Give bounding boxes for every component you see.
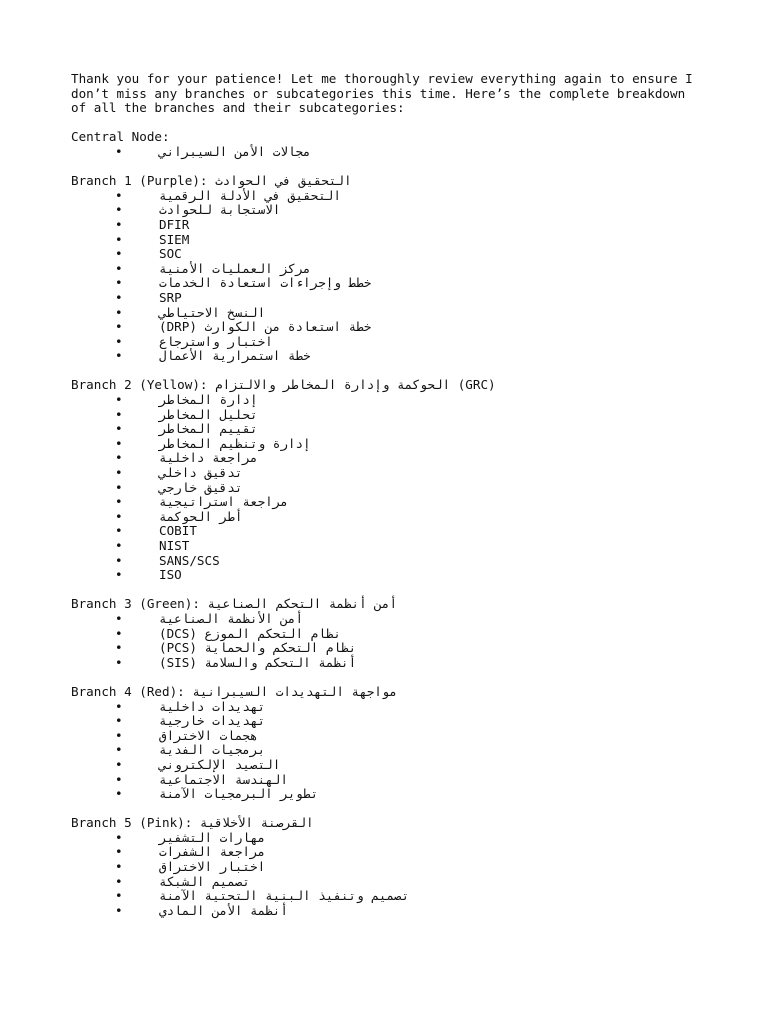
- list-item-text: اختبار واسترجاع: [159, 333, 273, 349]
- list-item-text: SRP: [159, 289, 182, 305]
- list-item: [71, 612, 731, 627]
- bullet-icon: •: [115, 406, 123, 422]
- bullet-icon: •: [115, 289, 123, 305]
- intro-line: Thank you for your patience! Let me thoroughly review everything again to ensure I: [71, 71, 693, 86]
- list-item-text: نظام التحكم والحماية (PCS): [159, 640, 357, 656]
- branch-item-list: [71, 189, 731, 364]
- bullet-icon: •: [115, 552, 123, 568]
- list-item: [71, 656, 731, 671]
- list-item: [71, 758, 731, 773]
- list-item-text: COBIT: [159, 523, 197, 539]
- bullet-icon: •: [115, 844, 123, 860]
- list-item: [71, 889, 731, 904]
- bullet-icon: •: [115, 479, 123, 495]
- list-item-text: التصيد الإلكتروني: [159, 756, 281, 772]
- list-item-text: خطط وإجراءات استعادة الخدمات: [159, 275, 372, 291]
- bullet-icon: •: [115, 202, 123, 218]
- list-item: [71, 641, 731, 656]
- bullet-icon: •: [115, 698, 123, 714]
- central-node-label: Central Node:: [71, 129, 170, 145]
- list-item: [71, 306, 731, 321]
- list-item-text: إدارة وتنظيم المخاطر: [159, 435, 311, 451]
- list-item: [71, 904, 731, 919]
- bullet-icon: •: [115, 888, 123, 904]
- list-item-text: مراجعة داخلية: [159, 450, 258, 466]
- list-item: [71, 860, 731, 875]
- list-item-text: هجمات الاختراق: [159, 727, 258, 743]
- bullet-icon: •: [115, 742, 123, 758]
- bullet-icon: •: [115, 304, 123, 320]
- branch-heading: Branch 1 (Purple): التحقيق في الحوادث: [71, 173, 352, 189]
- list-item: [71, 495, 731, 510]
- list-item: [71, 247, 731, 262]
- list-item: [71, 787, 731, 802]
- branch-heading: Branch 3 (Green): أمن أنظمة التحكم الصناعية: [71, 596, 398, 612]
- bullet-icon: •: [115, 392, 123, 408]
- list-item: [71, 700, 731, 715]
- list-item-text: الاستجابة للحوادث: [159, 202, 281, 218]
- list-item: [71, 262, 731, 277]
- list-item: [71, 276, 731, 291]
- list-item-text: تقييم المخاطر: [159, 421, 258, 437]
- intro-paragraph: [71, 72, 731, 116]
- bullet-icon: •: [115, 435, 123, 451]
- intro-line: don’t miss any branches or subcategories this time. Here’s the complete breakdown: [71, 85, 686, 101]
- spacer: [71, 670, 731, 685]
- list-item: [71, 320, 731, 335]
- list-item: [71, 831, 731, 846]
- list-item: [71, 349, 731, 364]
- document-page: [71, 72, 731, 918]
- list-item-text: مجالات الأمن السيبراني: [159, 143, 311, 159]
- list-item-text: تدقيق داخلي: [159, 465, 243, 481]
- branches-container: [71, 160, 731, 919]
- list-item-text: إدارة المخاطر: [159, 392, 258, 408]
- bullet-icon: •: [115, 756, 123, 772]
- list-item: [71, 203, 731, 218]
- bullet-icon: •: [115, 902, 123, 918]
- list-item-text: تهديدات خارجية: [159, 713, 266, 729]
- branch-heading: Branch 2 (Yellow): الحوكمة وإدارة المخاطر والالتزام (GRC): [71, 377, 496, 393]
- list-item-text: أمن الأنظمة الصناعية: [159, 610, 304, 626]
- list-item: [71, 510, 731, 525]
- spacer: [71, 802, 731, 817]
- branch-item-list: [71, 393, 731, 583]
- bullet-icon: •: [115, 771, 123, 787]
- list-item-text: خطة استمرارية الأعمال: [159, 348, 311, 364]
- list-item: [71, 422, 731, 437]
- list-item: [71, 845, 731, 860]
- bullet-icon: •: [115, 260, 123, 276]
- list-item: [71, 291, 731, 306]
- list-item-text: SANS/SCS: [159, 552, 220, 568]
- list-item-text: SIEM: [159, 231, 190, 247]
- bullet-icon: •: [115, 348, 123, 364]
- list-item: [71, 875, 731, 890]
- branch-section: [71, 174, 731, 364]
- spacer: [71, 160, 731, 175]
- bullet-icon: •: [115, 231, 123, 247]
- bullet-icon: •: [115, 333, 123, 349]
- bullet-icon: •: [115, 625, 123, 641]
- list-item: [71, 481, 731, 496]
- list-item: [71, 539, 731, 554]
- bullet-icon: •: [115, 319, 123, 335]
- list-item: [71, 773, 731, 788]
- bullet-icon: •: [115, 567, 123, 583]
- intro-line: of all the branches and their subcategories:: [71, 100, 405, 116]
- bullet-icon: •: [115, 610, 123, 626]
- bullet-icon: •: [115, 246, 123, 262]
- list-item: [71, 189, 731, 204]
- list-item-text: أنظمة التحكم والسلامة (SIS): [159, 654, 357, 670]
- list-item-text: تهديدات داخلية: [159, 698, 266, 714]
- bullet-icon: •: [115, 421, 123, 437]
- bullet-icon: •: [115, 143, 123, 159]
- list-item-text: برمجيات الفدية: [159, 742, 266, 758]
- branch-heading: Branch 4 (Red): مواجهة التهديدات السيبرانية: [71, 683, 398, 699]
- list-item: [71, 466, 731, 481]
- central-node-list: [71, 145, 731, 160]
- list-item-text: اختبار الاختراق: [159, 859, 266, 875]
- list-item: [71, 218, 731, 233]
- bullet-icon: •: [115, 450, 123, 466]
- spacer: [71, 116, 731, 131]
- list-item: [71, 743, 731, 758]
- list-item: [71, 233, 731, 248]
- bullet-icon: •: [115, 829, 123, 845]
- bullet-icon: •: [115, 640, 123, 656]
- list-item-text: الهندسة الاجتماعية: [159, 771, 288, 787]
- branch-section: [71, 597, 731, 670]
- branch-heading: Branch 5 (Pink): القرصنة الأخلاقية: [71, 815, 314, 831]
- branch-item-list: [71, 700, 731, 802]
- list-item-text: مراجعة استراتيجية: [159, 494, 288, 510]
- branch-section: [71, 816, 731, 918]
- bullet-icon: •: [115, 538, 123, 553]
- bullet-icon: •: [115, 494, 123, 510]
- list-item-text: NIST: [159, 538, 190, 553]
- list-item-text: تدقيق خارجي: [159, 479, 243, 495]
- list-item-text: تصميم وتنفيذ البنية التحتية الآمنة: [159, 888, 410, 904]
- list-item: [71, 335, 731, 350]
- list-item: [71, 393, 731, 408]
- list-item-text: خطة استعادة من الكوارث (DRP): [159, 319, 372, 335]
- list-item: [71, 145, 731, 160]
- list-item: [71, 437, 731, 452]
- list-item-text: تطوير البرمجيات الآمنة: [159, 786, 319, 802]
- spacer: [71, 364, 731, 379]
- bullet-icon: •: [115, 873, 123, 889]
- bullet-icon: •: [115, 727, 123, 743]
- list-item: [71, 714, 731, 729]
- list-item-text: أطر الحوكمة: [159, 508, 243, 524]
- list-item-text: مراجعة الشفرات: [159, 844, 266, 860]
- list-item-text: أنظمة الأمن المادي: [159, 902, 288, 918]
- bullet-icon: •: [115, 859, 123, 875]
- bullet-icon: •: [115, 187, 123, 203]
- list-item: [71, 568, 731, 583]
- list-item: [71, 408, 731, 423]
- branch-section: [71, 378, 731, 582]
- list-item-text: تحليل المخاطر: [159, 406, 258, 422]
- branch-item-list: [71, 831, 731, 919]
- list-item-text: DFIR: [159, 216, 190, 232]
- bullet-icon: •: [115, 654, 123, 670]
- bullet-icon: •: [115, 508, 123, 524]
- list-item-text: نظام التحكم الموزع (DCS): [159, 625, 341, 641]
- list-item-text: تصميم الشبكة: [159, 873, 250, 889]
- list-item: [71, 554, 731, 569]
- list-item-text: التحقيق في الأدلة الرقمية: [159, 187, 341, 203]
- list-item-text: النسخ الاحتياطي: [159, 304, 266, 320]
- bullet-icon: •: [115, 713, 123, 729]
- bullet-icon: •: [115, 216, 123, 232]
- list-item-text: مركز العمليات الأمنية: [159, 260, 311, 276]
- list-item-text: ISO: [159, 567, 182, 583]
- list-item: [71, 524, 731, 539]
- bullet-icon: •: [115, 465, 123, 481]
- branch-section: [71, 685, 731, 802]
- list-item-text: SOC: [159, 246, 182, 262]
- list-item: [71, 729, 731, 744]
- branch-item-list: [71, 612, 731, 670]
- bullet-icon: •: [115, 275, 123, 291]
- list-item-text: مهارات التشفير: [159, 829, 266, 845]
- list-item: [71, 627, 731, 642]
- bullet-icon: •: [115, 786, 123, 802]
- central-node-section: [71, 130, 731, 159]
- bullet-icon: •: [115, 523, 123, 539]
- list-item: [71, 451, 731, 466]
